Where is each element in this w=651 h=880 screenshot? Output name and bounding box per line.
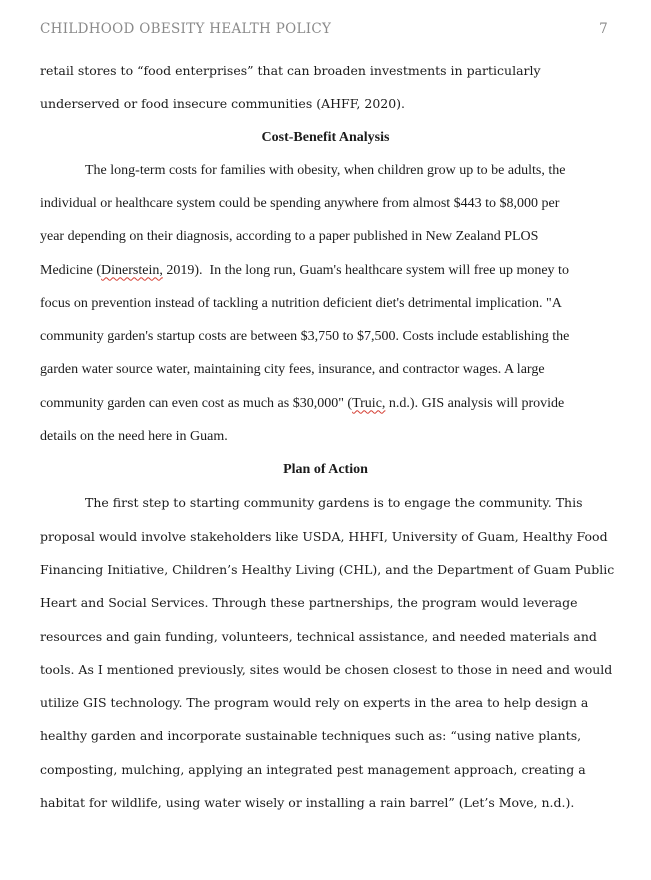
page-header xyxy=(40,21,608,37)
text-line xyxy=(40,387,611,420)
text-segment: 2019). In the long run, Guam's healthcare system will free up money to xyxy=(162,262,569,278)
text-line: habitat for wildlife, using water wisely or installing a rain barrel” (Let’s Move, n.d.). xyxy=(40,794,575,810)
running-head: CHILDHOOD OBESITY HEALTH POLICY xyxy=(40,21,332,37)
text-segment: n.d.). GIS analysis will provide xyxy=(385,395,565,411)
misspelled-word: Dinerstein, xyxy=(101,262,163,278)
text-segment: Medicine ( xyxy=(40,262,102,278)
document-body xyxy=(40,54,615,819)
text-line: individual or healthcare system could be spending anywhere from almost $443 to $8,000 per xyxy=(40,196,560,212)
misspelled-word: Truic, xyxy=(352,395,386,411)
text-line: proposal would involve stakeholders like USDA, HHFI, University of Guam, Healthy Food xyxy=(40,528,608,544)
text-segment: community garden can even cost as much as $30,000" ( xyxy=(40,395,353,411)
text-line xyxy=(40,254,611,287)
text-line: garden water source water, maintaining city fees, insurance, and contractor wages. A large xyxy=(40,362,545,378)
text-line: community garden's startup costs are between $3,750 to $7,500. Costs include establishing the xyxy=(40,329,570,345)
text-line: retail stores to “food enterprises” that can broaden investments in particularly xyxy=(40,63,541,78)
text-line: year depending on their diagnosis, according to a paper published in New Zealand PLOS xyxy=(40,229,539,245)
section-heading: Cost-Benefit Analysis xyxy=(261,129,390,145)
text-line: resources and gain funding, volunteers, technical assistance, and needed materials and xyxy=(40,628,597,644)
text-line: Financing Initiative, Children’s Healthy Living (CHL), and the Department of Guam Public xyxy=(40,561,615,577)
text-line: utilize GIS technology. The program would rely on experts in the area to help design a xyxy=(40,695,589,711)
text-line: focus on prevention instead of tackling a nutrition deficient diet's detrimental implication. "A xyxy=(40,295,562,311)
text-line: tools. As I mentioned previously, sites would be chosen closest to those in need and would xyxy=(40,661,613,677)
text-line: The first step to starting community gardens is to engage the community. This xyxy=(85,495,583,511)
text-line: underserved or food insecure communities (AHFF, 2020). xyxy=(40,96,406,112)
text-line: The long-term costs for families with obesity, when children grow up to be adults, the xyxy=(85,162,566,178)
page-number: 7 xyxy=(599,21,608,37)
text-line: composting, mulching, applying an integrated pest management approach, creating a xyxy=(40,761,586,777)
section-heading: Plan of Action xyxy=(283,462,368,478)
text-line: healthy garden and incorporate sustainable techniques such as: “using native plants, xyxy=(40,728,582,744)
text-line: details on the need here in Guam. xyxy=(40,428,228,444)
text-line: Heart and Social Services. Through these partnerships, the program would leverage xyxy=(40,595,578,611)
